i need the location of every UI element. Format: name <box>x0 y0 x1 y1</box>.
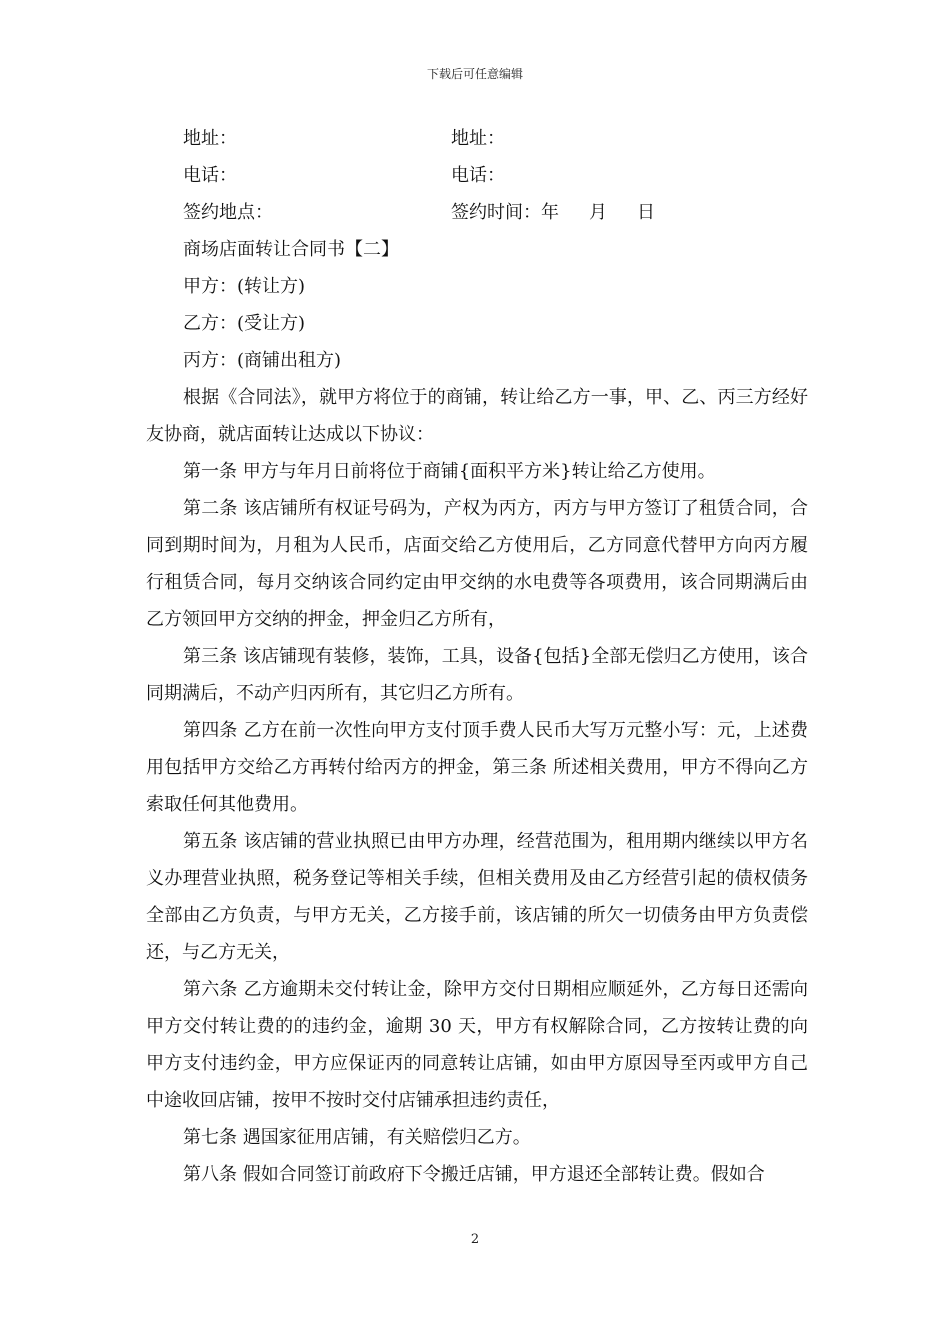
party-b-phone-label: 电话： <box>451 165 505 186</box>
signing-time <box>451 194 655 231</box>
signing-day: 日 <box>637 202 655 223</box>
party-b-line: 乙方：(受让方) <box>183 313 306 334</box>
article-1: 第一条 甲方与年月日前将位于商铺{面积平方米}转让给乙方使用。 <box>183 461 716 482</box>
article-6: 第六条 乙方逾期未交付转让金，除甲方交付日期相应顺延外，乙方每日还需向甲方交付转让费的的违约金，逾期 30 天，甲方有权解除合同，乙方按转让费的向甲方支付违约金，甲方应保证丙的同意转让店铺，如由甲方原因导至丙或甲方自己中途收回店铺，按甲不按时交付店铺承担违约责任， <box>146 979 808 1111</box>
page-number: 2 <box>470 1232 480 1247</box>
signing-row <box>146 194 808 231</box>
signing-time-label: 签约时间： <box>451 202 541 223</box>
article-5: 第五条 该店铺的营业执照已由甲方办理，经营范围为，租用期内继续以甲方名义办理营业执照，税务登记等相关手续，但相关费用及由乙方经营引起的债权债务全部由乙方负责，与甲方无关，乙方接手前，该店铺的所欠一切债务由甲方负责偿还，与乙方无关， <box>146 831 808 963</box>
article-8: 第八条 假如合同签订前政府下令搬迁店铺，甲方退还全部转让费。假如合 <box>183 1164 765 1185</box>
page-header: 下载后可任意编辑 <box>426 67 523 81</box>
party-c-line: 丙方：(商铺出租方) <box>183 350 342 371</box>
party-a-address-label: 地址： <box>183 128 237 149</box>
article-3: 第三条 该店铺现有装修，装饰，工具，设备{包括}全部无偿归乙方使用，该合同期满后，不动产归丙所有，其它归乙方所有。 <box>146 646 808 704</box>
party-a-line: 甲方：(转让方) <box>183 276 306 297</box>
contract-title: 商场店面转让合同书【二】 <box>183 239 399 260</box>
party-b-address-label: 地址： <box>451 128 505 149</box>
signing-year: 年 <box>541 202 559 223</box>
document-body <box>146 120 808 1193</box>
article-7: 第七条 遇国家征用店铺，有关赔偿归乙方。 <box>183 1127 531 1148</box>
intro-paragraph: 根据《合同法》，就甲方将位于的商铺，转让给乙方一事，甲、乙、丙三方经好友协商，就店面转让达成以下协议： <box>146 387 808 445</box>
article-4: 第四条 乙方在前一次性向甲方支付顶手费人民币大写万元整小写：元，上述费用包括甲方交给乙方再转付给丙方的押金，第三条 所述相关费用，甲方不得向乙方索取任何其他费用。 <box>146 720 808 815</box>
address-row <box>146 120 808 157</box>
signing-place-label: 签约地点： <box>183 202 273 223</box>
signing-month: 月 <box>589 202 607 223</box>
phone-row <box>146 157 808 194</box>
party-a-phone-label: 电话： <box>183 165 237 186</box>
article-2: 第二条 该店铺所有权证号码为，产权为丙方，丙方与甲方签订了租赁合同，合同到期时间为，月租为人民币，店面交给乙方使用后，乙方同意代替甲方向丙方履行租赁合同，每月交纳该合同约定由甲交纳的水电费等各项费用，该合同期满后由乙方领回甲方交纳的押金，押金归乙方所有， <box>146 498 808 630</box>
